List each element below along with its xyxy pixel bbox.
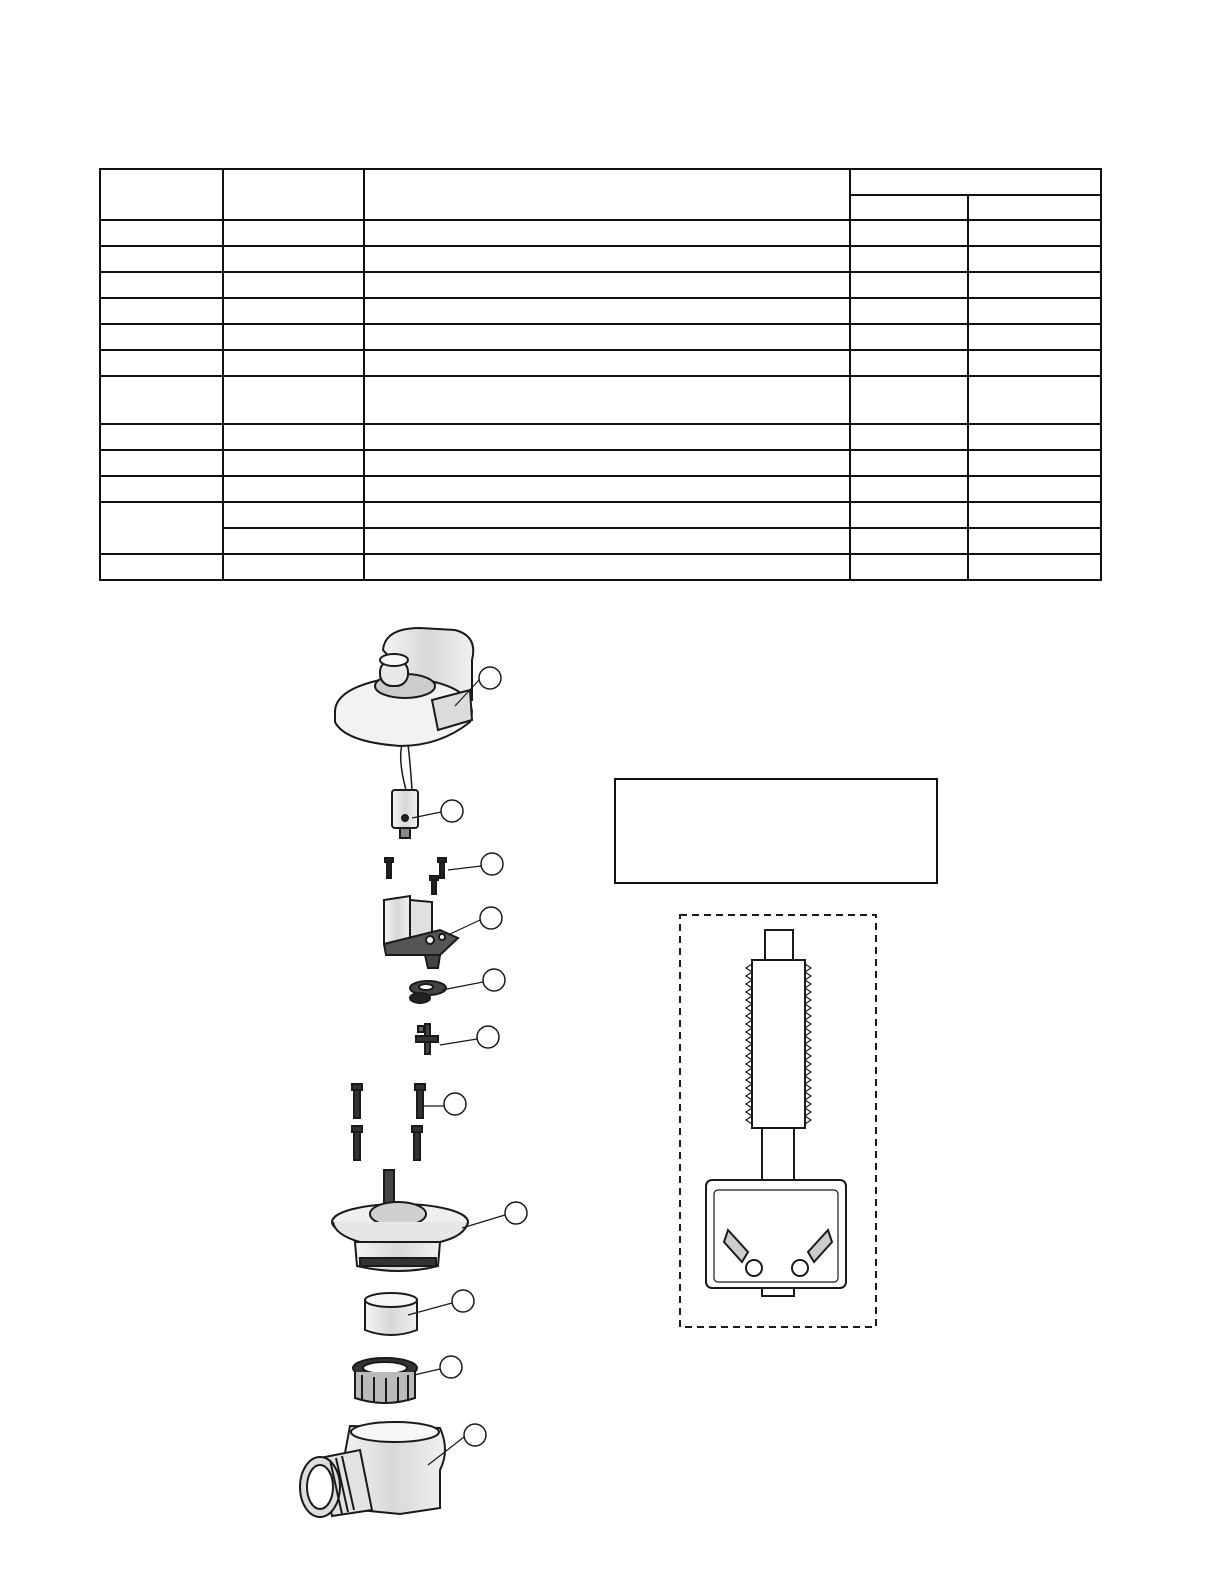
parts-table <box>99 168 1102 581</box>
cell-qty-a <box>850 502 968 528</box>
cell-key <box>100 424 223 450</box>
part-cam-pin <box>416 1024 438 1054</box>
cell-description <box>364 324 850 350</box>
part-sleeve <box>365 1293 417 1335</box>
table-row <box>100 450 1101 476</box>
table-row <box>100 502 1101 528</box>
cell-qty-b <box>968 350 1101 376</box>
part-motor <box>392 790 418 838</box>
cell-qty-b <box>968 476 1101 502</box>
header-description <box>364 169 850 220</box>
cell-part-number <box>223 502 364 528</box>
detail-stem-frame <box>680 915 876 1327</box>
cell-part-number <box>223 220 364 246</box>
cell-qty-b <box>968 272 1101 298</box>
table-row <box>100 476 1101 502</box>
cell-qty-b <box>968 424 1101 450</box>
cell-key <box>100 350 223 376</box>
cell-description <box>364 350 850 376</box>
cell-description <box>364 502 850 528</box>
callout-1 <box>479 667 501 689</box>
part-valve-cover <box>332 1170 468 1271</box>
cell-qty-a <box>850 528 968 554</box>
cell-qty-b <box>968 554 1101 580</box>
table-row <box>100 246 1101 272</box>
cell-qty-a <box>850 298 968 324</box>
table-row <box>100 272 1101 298</box>
cell-qty-b <box>968 298 1101 324</box>
cell-description <box>364 424 850 450</box>
cell-description <box>364 476 850 502</box>
cell-key <box>100 272 223 298</box>
cell-description <box>364 298 850 324</box>
callout-7 <box>444 1093 466 1115</box>
cell-qty-a <box>850 324 968 350</box>
part-valve-body <box>300 1422 445 1517</box>
note-box <box>614 778 938 884</box>
callout-10 <box>440 1356 462 1378</box>
cell-key <box>100 476 223 502</box>
cell-qty-a <box>850 350 968 376</box>
cell-description <box>364 376 850 424</box>
cell-qty-b <box>968 528 1101 554</box>
cell-key <box>100 450 223 476</box>
cell-part-number <box>223 450 364 476</box>
table-row <box>100 324 1101 350</box>
table-row <box>100 220 1101 246</box>
cell-qty-b <box>968 502 1101 528</box>
cell-qty-a <box>850 424 968 450</box>
cell-key <box>100 220 223 246</box>
cell-part-number <box>223 554 364 580</box>
cell-part-number <box>223 298 364 324</box>
callout-11 <box>464 1424 486 1446</box>
cell-description <box>364 450 850 476</box>
cell-key <box>100 246 223 272</box>
cell-qty-a <box>850 376 968 424</box>
callout-5 <box>483 969 505 991</box>
cell-description <box>364 246 850 272</box>
callout-4 <box>480 907 502 929</box>
part-gears <box>410 981 446 1003</box>
cell-part-number <box>223 424 364 450</box>
cell-qty-a <box>850 554 968 580</box>
cell-key <box>100 502 223 554</box>
callout-8 <box>505 1202 527 1224</box>
cell-description <box>364 272 850 298</box>
callout-3 <box>481 853 503 875</box>
callout-6 <box>477 1026 499 1048</box>
cell-key <box>100 376 223 424</box>
cell-qty-a <box>850 450 968 476</box>
table-row <box>100 376 1101 424</box>
cell-part-number <box>223 528 364 554</box>
header-qty-a <box>850 195 968 220</box>
cell-description <box>364 528 850 554</box>
part-cover-housing <box>335 628 473 790</box>
cell-qty-a <box>850 246 968 272</box>
table-row <box>100 350 1101 376</box>
cell-qty-a <box>850 220 968 246</box>
part-small-screws <box>385 858 446 894</box>
part-long-screws <box>352 1084 425 1160</box>
cell-part-number <box>223 324 364 350</box>
callout-2 <box>441 800 463 822</box>
cell-qty-b <box>968 246 1101 272</box>
cell-qty-b <box>968 220 1101 246</box>
cell-key <box>100 554 223 580</box>
exploded-view-diagram <box>0 600 1224 1584</box>
cell-key <box>100 324 223 350</box>
table-row <box>100 528 1101 554</box>
header-quantity-group <box>850 169 1101 195</box>
part-gear-housing <box>384 896 458 968</box>
header-key <box>100 169 223 220</box>
cell-part-number <box>223 376 364 424</box>
cell-key <box>100 298 223 324</box>
cell-qty-b <box>968 376 1101 424</box>
callout-9 <box>452 1290 474 1312</box>
cell-qty-b <box>968 324 1101 350</box>
cell-part-number <box>223 272 364 298</box>
table-header-row <box>100 169 1101 195</box>
cell-part-number <box>223 350 364 376</box>
table-row <box>100 298 1101 324</box>
header-qty-b <box>968 195 1101 220</box>
cell-part-number <box>223 476 364 502</box>
cell-description <box>364 554 850 580</box>
cell-description <box>364 220 850 246</box>
cell-part-number <box>223 246 364 272</box>
part-strainer <box>353 1358 417 1404</box>
header-part-number <box>223 169 364 220</box>
table-row <box>100 424 1101 450</box>
cell-qty-a <box>850 476 968 502</box>
table-row <box>100 554 1101 580</box>
cell-qty-b <box>968 450 1101 476</box>
cell-qty-a <box>850 272 968 298</box>
